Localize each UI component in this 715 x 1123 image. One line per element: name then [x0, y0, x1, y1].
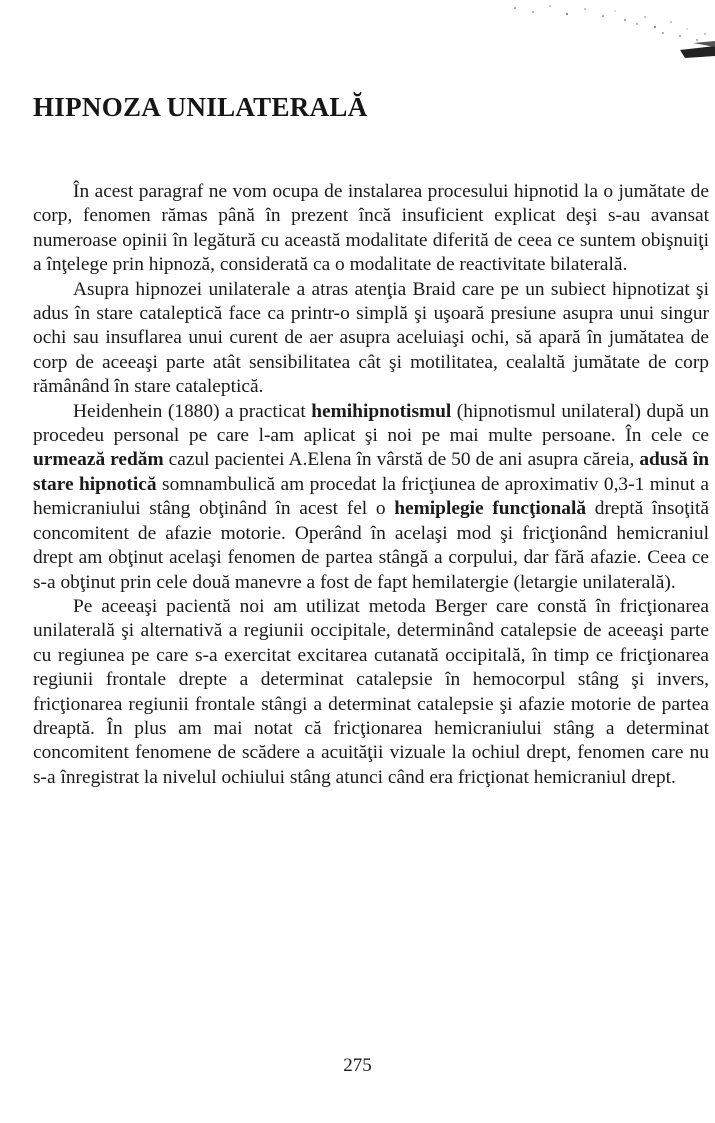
text-segment: Heidenhein (1880) a practicat [73, 400, 312, 422]
paragraph [33, 180, 709, 278]
text-segment: (hipnotismul unilateral) după un procedeu personal pe care l-am aplicat şi noi pe mai multe persoane. În cele ce [33, 400, 710, 447]
scan-noise [475, 0, 715, 70]
body-text [33, 180, 709, 790]
bold-text-segment: urmează redăm [33, 449, 164, 471]
text-segment: În acest paragraf ne vom ocupa de instalarea procesului hipnotid la o jumătate de corp, fenomen rămas până în prezent încă insuficient explicat deşi s-au avansat numeroase opinii în legătură cu această modalitate diferită de ceea ce suntem obişnuiţi a înţelege prin hipnoză, considerată ca o modalitate de reactivitate bilaterală. [33, 181, 709, 276]
text-segment: somnambulică am procedat la fricţiunea de aproximativ 0,3-1 minut a hemicraniului stâng obţinând în acest fel o [33, 473, 710, 520]
paragraph [33, 278, 709, 400]
page-title: HIPNOZA UNILATERALĂ [33, 92, 368, 122]
text-segment: Pe aceeaşi pacientă noi am utilizat metoda Berger care constă în fricţionarea unilaterală şi alternativă a regiunii occipitale, determinând catalepsie de aceeaşi parte cu regiunea pe care s-a exercitat excitarea cutanată occipitală, în timp ce fricţionarea regiunii frontale drepte a determinat catalepsie în hemocorpul stâng şi invers, fricţionarea regiunii frontale stângi a determinat catalepsie şi afazie motorie de partea dreaptă. În plus am mai notat că fricţionarea hemicraniului stâng a determinat concomitent fenomene de scădere a acuităţii vizuale la ochiul drept, fenomen care nu s-a înregistrat la nivelul ochiului stâng atunci când era fricţionat hemicraniul drept. [33, 595, 709, 788]
bold-text-segment: adusă în stare hipnotică [33, 449, 709, 495]
paragraph [33, 595, 709, 790]
text-segment: dreptă însoţită concomitent de afazie motorie. Operând în acelaşi mod şi fricţionând hemicraniul drept am obţinut acelaşi fenomen de partea stângă a corpului, dar fără afazie. Ceea ce s-a obţinut prin cele două manevre a fost de fapt hemilatergie (letargie unilaterală). [33, 498, 709, 593]
paragraph [33, 400, 709, 595]
text-segment: Asupra hipnozei unilaterale a atras atenţia Braid care pe un subiect hipnotizat şi adus în stare cataleptică face ca printr-o simplă şi uşoară presiune asupra unui singur ochi sau insuflarea unui curent de aer asupra aceluiaşi ochi, să apară în jumătatea de corp de aceeaşi parte atât sensibilitatea cât şi motilitatea, cealaltă jumătate de corp rămânând în stare cataleptică. [33, 278, 709, 398]
text-segment: cazul pacientei A.Elena în vârstă de 50 de ani asupra căreia, [163, 449, 640, 471]
page-number: 275 [343, 1055, 372, 1076]
bold-text-segment: hemihipnotismul [311, 400, 452, 422]
bold-text-segment: hemiplegie funcţională [394, 498, 587, 520]
